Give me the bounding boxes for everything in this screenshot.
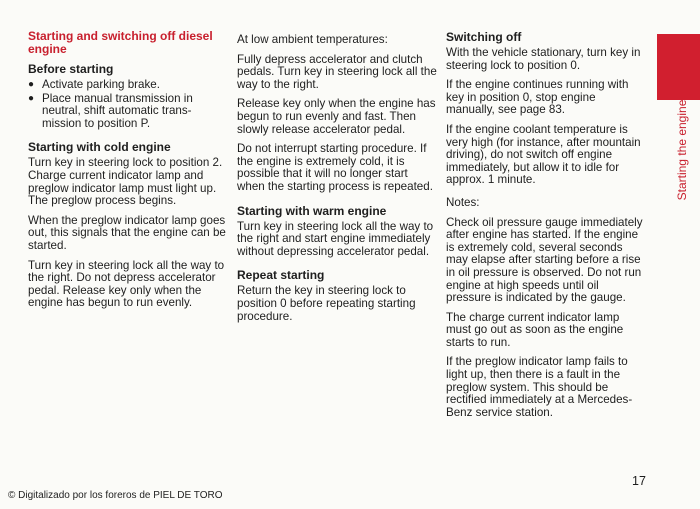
bullet-icon: ● xyxy=(28,92,35,104)
section-side-label: Starting the engine xyxy=(675,99,689,201)
note: Check oil pressure gauge immediately after engine has started. If the engine is extremely cold, several seconds may elapse after starting before a rise in oil pressure is observed. Do not run engine at high speeds until oil pressure is indicated by the gauge. xyxy=(446,215,643,305)
switching-off-heading: Switching off xyxy=(446,30,522,44)
page-title: Starting and switching off diesel engine xyxy=(28,29,213,56)
before-starting-heading: Before starting xyxy=(28,62,114,76)
paragraph: With the vehicle stationary, turn key in steering lock to position 0. xyxy=(446,46,641,72)
middle-column xyxy=(237,34,437,330)
paragraph: Turn key in steering lock all the way to the right and start engine immediately without depressing accelerator pedal. xyxy=(237,219,434,258)
paragraph: Release key only when the engine has begun to run evenly and fast. Then slowly release accelerator pedal. xyxy=(237,97,436,136)
paragraph: Fully depress accelerator and clutch pedals. Turn key in steering lock all the way to the right. xyxy=(237,52,437,91)
repeat-starting-heading: Repeat starting xyxy=(237,268,325,283)
note: If the preglow indicator lamp fails to light up, then there is a fault in the preglow system. This should be rectified immediately at a Mercedes-Benz service station. xyxy=(446,355,633,419)
paragraph: Turn key in steering lock all the way to the right. Do not depress accelerator pedal. Release key only when the engine has begun to run evenly. xyxy=(28,258,225,310)
cold-engine-heading: Starting with cold engine xyxy=(28,140,171,155)
section-tab-marker xyxy=(657,34,700,100)
paragraph: If the engine coolant temperature is very high (for instance, after mountain driving), do not switch off engine immediately, but allow it to idle for approx. 1 minute. xyxy=(446,122,641,187)
paragraph: Return the key in steering lock to position 0 before repeating starting procedure. xyxy=(237,284,416,323)
scan-credit: © Digitalizado por los foreros de PIEL DE TORO xyxy=(8,490,223,501)
list-item: ● Activate parking brake. xyxy=(28,78,160,91)
paragraph: At low ambient temperatures: xyxy=(237,33,388,46)
notes-label: Notes: xyxy=(446,195,480,209)
page-number: 17 xyxy=(632,474,646,488)
note: The charge current indicator lamp must go out as soon as the engine starts to run. xyxy=(446,310,624,349)
paragraph: Turn key in steering lock to position 2. Charge current indicator lamp and preglow indicator lamp must light up. The preglow process begins. xyxy=(28,156,223,208)
right-column xyxy=(446,30,644,426)
bullet-icon: ● xyxy=(28,79,35,90)
paragraph: If the engine continues running with key in position 0, stop engine manually, see page 83. xyxy=(446,78,629,117)
paragraph: When the preglow indicator lamp goes out, this signals that the engine can be started. xyxy=(28,213,226,252)
list-item: ● Place manual transmission in neutral, shift automatic trans-mission to position P. xyxy=(28,91,193,130)
warm-engine-heading: Starting with warm engine xyxy=(237,203,387,218)
paragraph: Do not interrupt starting procedure. If the engine is extremely cold, it is possible that it will no longer start when the starting process is repeated. xyxy=(237,142,433,193)
before-starting-list xyxy=(28,79,226,130)
left-column xyxy=(28,30,226,317)
